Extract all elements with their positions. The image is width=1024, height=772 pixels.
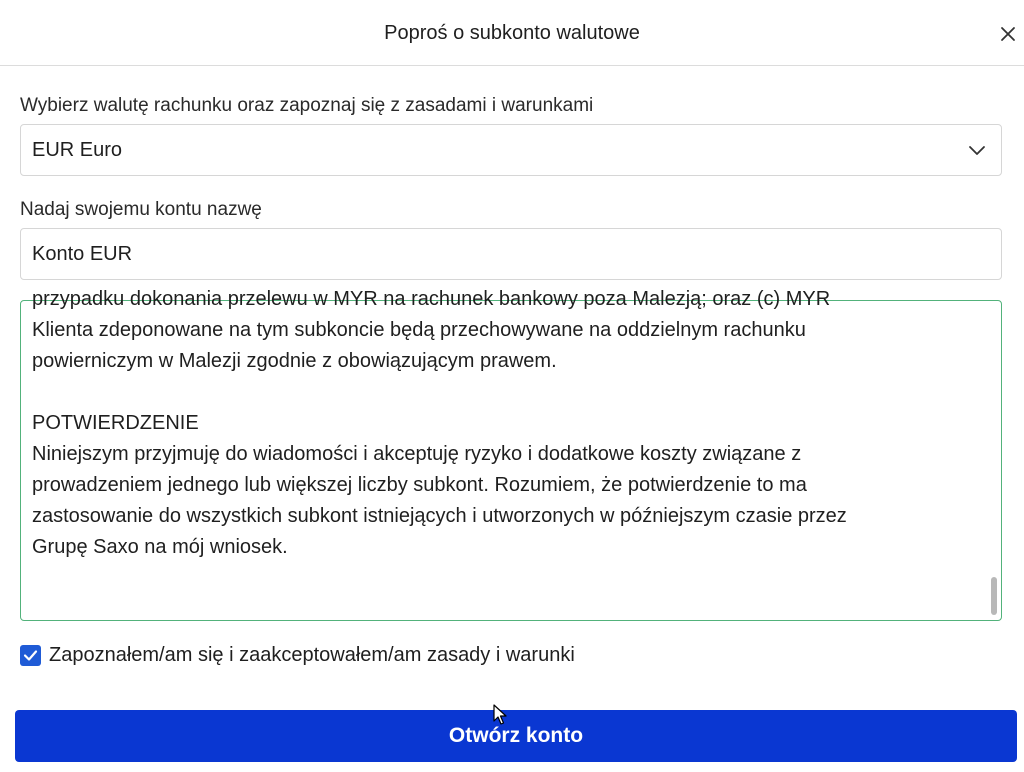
terms-line: zastosowanie do wszystkich subkont istniejących i utworzonych w późniejszym czasie przez	[32, 505, 847, 527]
currency-selected-value: EUR Euro	[32, 139, 123, 161]
mouse-cursor-icon	[493, 704, 507, 726]
terms-line: Grupę Saxo na mój wniosek.	[32, 536, 288, 558]
currency-select[interactable]	[20, 124, 1002, 176]
terms-line: prowadzeniem jednego lub większej liczby subkont. Rozumiem, że potwierdzenie to ma	[32, 474, 807, 496]
account-name-input[interactable]	[20, 228, 1002, 280]
checkmark-icon	[23, 648, 38, 663]
terms-scrollbar-thumb[interactable]	[991, 577, 997, 615]
close-icon	[996, 22, 1020, 46]
chevron-down-icon	[967, 140, 987, 160]
open-account-button[interactable]: Otwórz konto	[15, 710, 1017, 762]
agreement-checkbox[interactable]	[20, 645, 41, 666]
terms-blank-line	[32, 377, 972, 408]
terms-line: powierniczym w Malezji zgodnie z obowiązującym prawem.	[32, 350, 557, 372]
currency-label: Wybierz walutę rachunku oraz zapoznaj się z zasadami i warunkami	[20, 95, 594, 116]
account-name-label: Nadaj swojemu kontu nazwę	[20, 199, 262, 220]
dialog-title: Poproś o subkonto walutowe	[384, 22, 640, 44]
dialog-header	[0, 0, 1024, 66]
terms-line: przypadku dokonania przelewu w MYR na rachunek bankowy poza Malezją; oraz (c) MYR	[32, 288, 831, 310]
close-button[interactable]	[996, 22, 1020, 46]
terms-line: Klienta zdeponowane na tym subkoncie będą przechowywane na oddzielnym rachunku	[32, 319, 806, 341]
terms-text-area[interactable]	[20, 288, 1002, 621]
terms-line: Niniejszym przyjmuję do wiadomości i akceptuję ryzyko i dodatkowe koszty związane z	[32, 443, 802, 465]
agreement-label[interactable]: Zapoznałem/am się i zaakceptowałem/am zasady i warunki	[49, 644, 575, 666]
terms-text	[32, 284, 972, 563]
terms-heading: POTWIERDZENIE	[32, 412, 199, 434]
